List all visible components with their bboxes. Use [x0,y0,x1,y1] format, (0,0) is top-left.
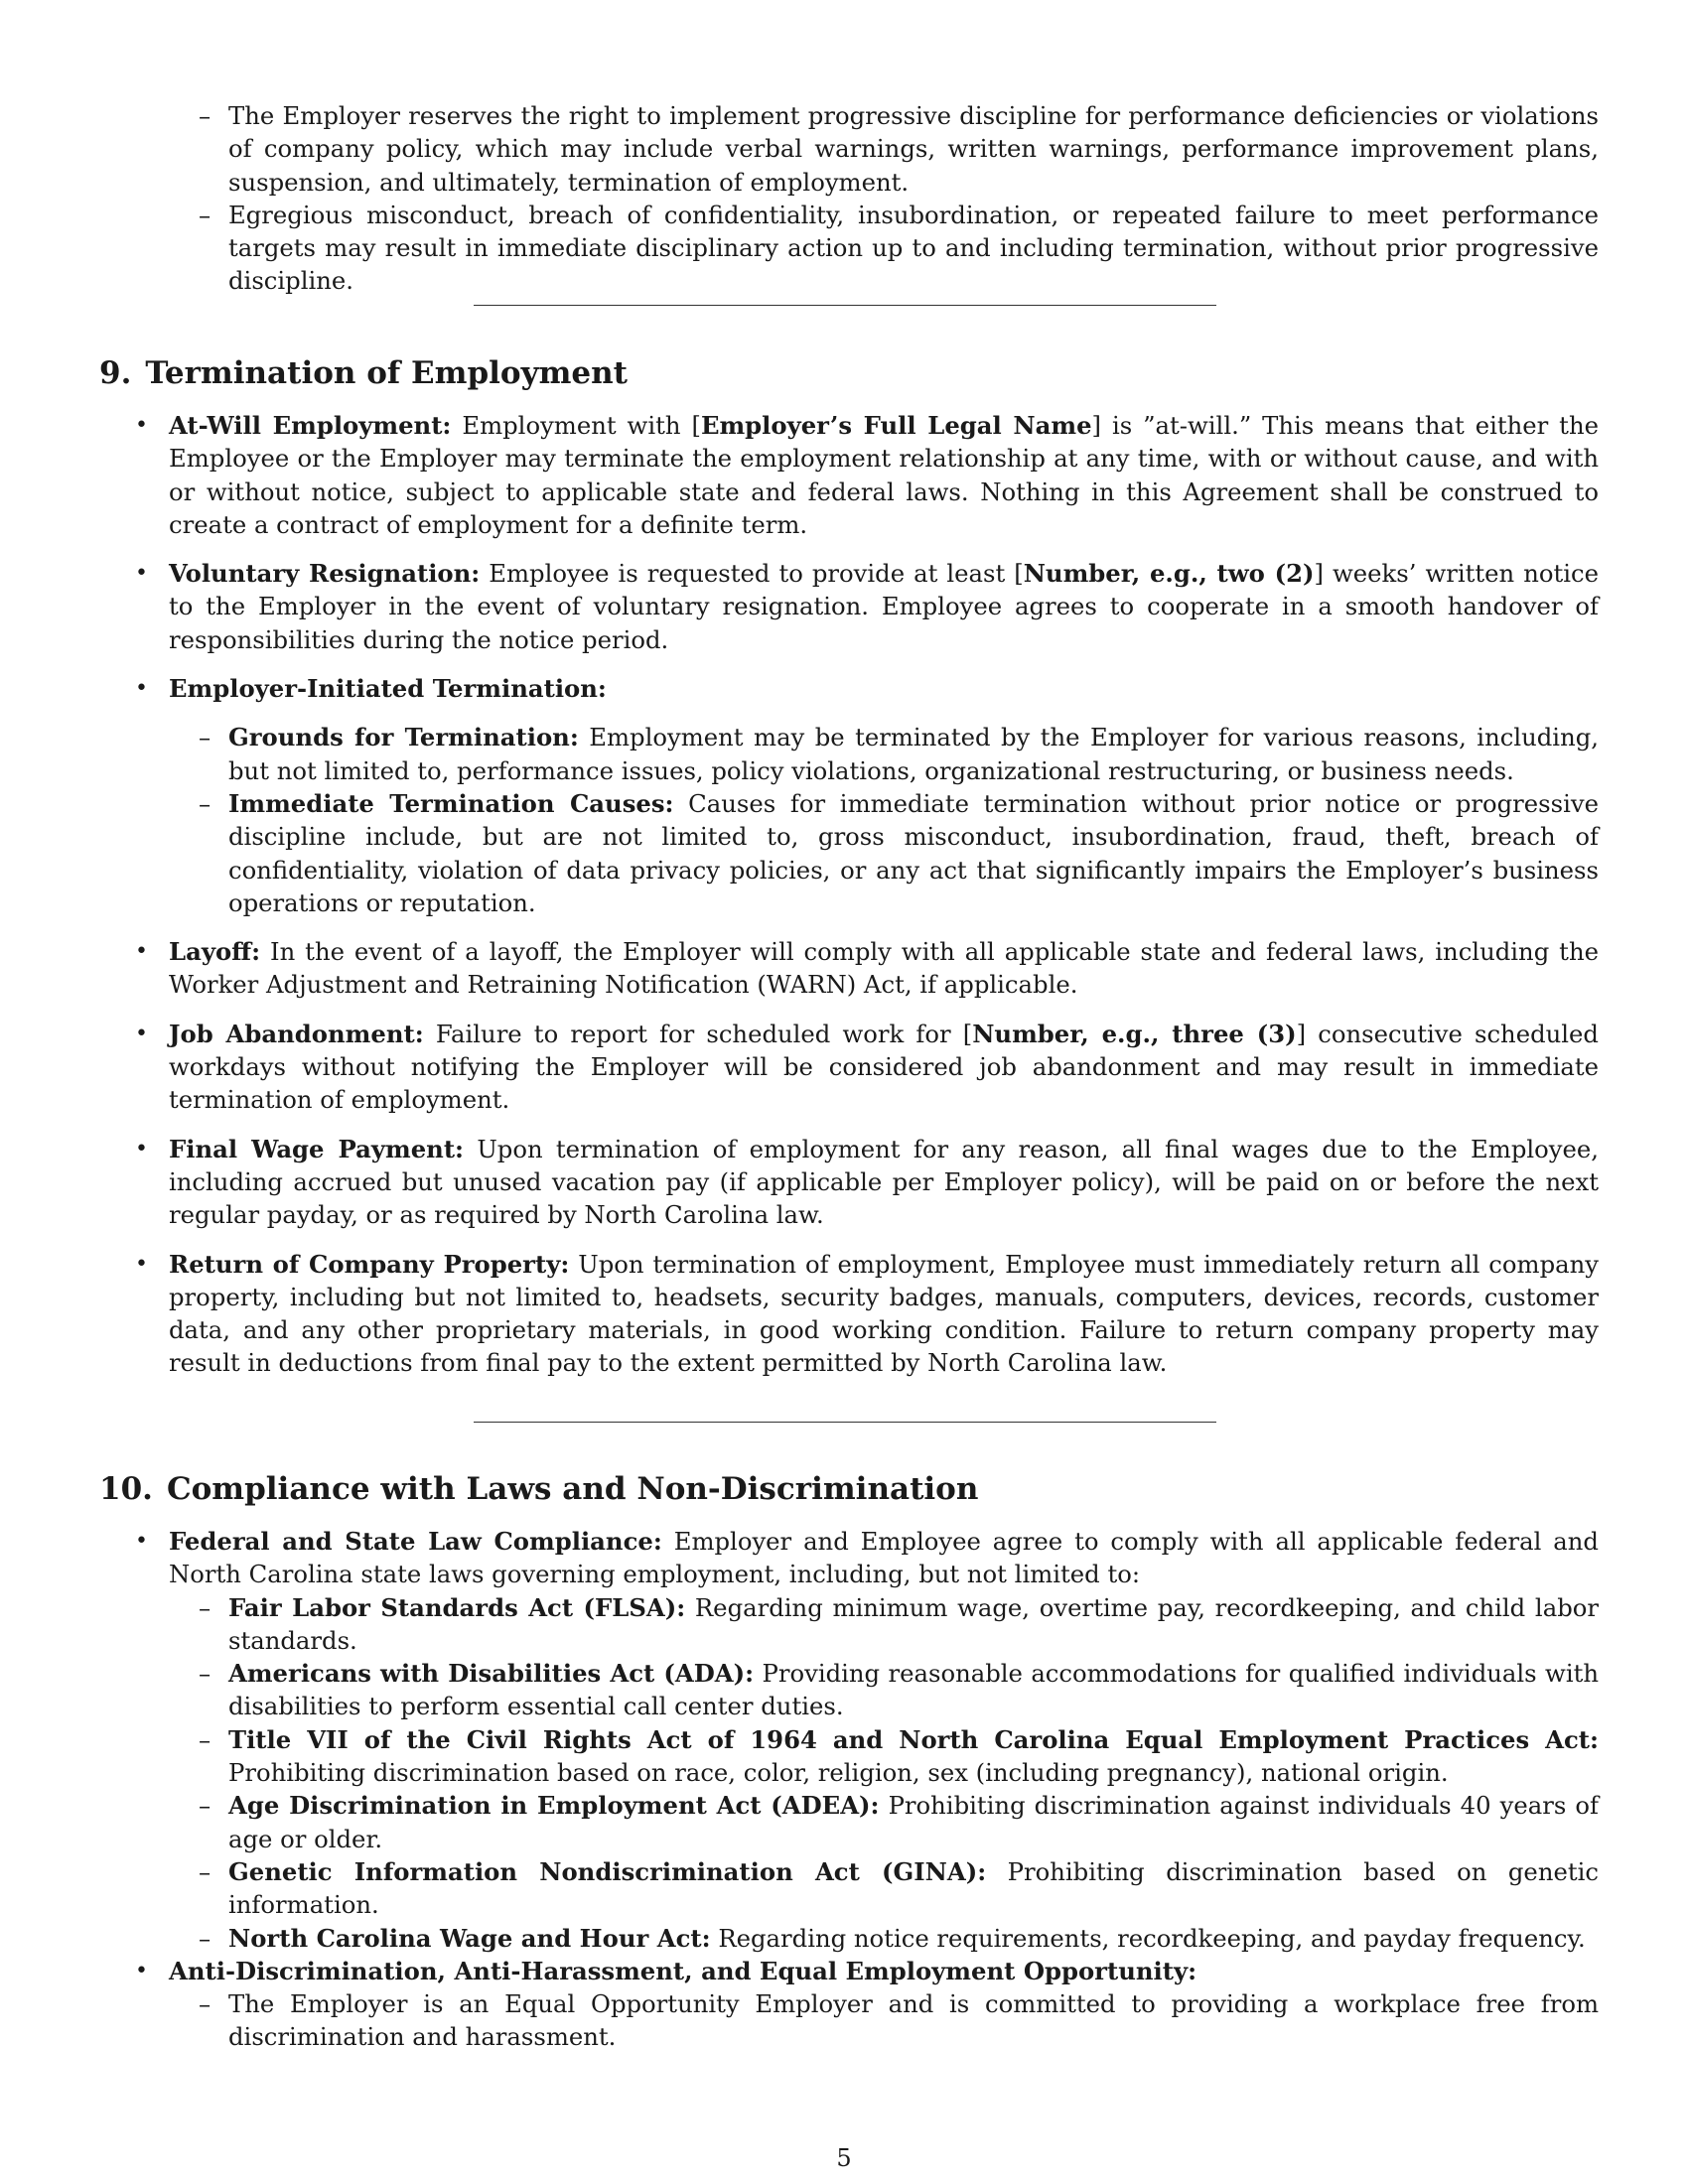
dash-icon: – [199,1791,211,1821]
dash-icon: – [199,101,211,130]
dash-icon: – [199,788,211,818]
sublist-item-law: – Genetic Information Nondiscrimination Act (GINA): Prohibiting discrimination based on genetic information. [199,1856,1599,1920]
sublist-item-law: – Fair Labor Standards Act (FLSA): Regarding minimum wage, overtime pay, recordkeeping, and child labor standards. [199,1592,1599,1655]
dash-icon: – [199,1724,211,1754]
top-sublist [99,99,1599,298]
sublist-item-law: – North Carolina Wage and Hour Act: Regarding notice requirements, recordkeeping, and payday frequency. [99,1922,1599,1955]
dash-icon: – [199,1989,211,2019]
section-9-heading: 9. Termination of Employment [99,355,629,391]
sublist-item-law: – Age Discrimination in Employment Act (ADEA): Prohibiting discrimination against individuals 40 years of age or older. [199,1791,1599,1853]
section-10-list [99,1525,1599,2054]
list-item-job-abandonment: • Job Abandonment: Failure to report for scheduled work for [Number, e.g., three (3)] consecutive scheduled workdays without notifying the Employer will be considered job abandonment and may result in immediate termination of employment. [135,1019,1599,1115]
section-10-heading: 10. Compliance with Laws and Non-Discrimination [99,1471,979,1507]
dash-icon: – [199,1856,211,1886]
dash-icon: – [199,723,211,752]
sublist-item-grounds: – Grounds for Termination: Employment may be terminated by the Employer for various reasons, including, but not limited to, performance issues, policy violations, organizational restructuring, or business needs. [199,723,1599,785]
page-number: 5 [836,2144,852,2172]
section-divider [474,1422,1216,1423]
bullet-icon: • [135,1529,148,1554]
sublist-item-immediate: – Immediate Termination Causes: Causes for immediate termination without prior notice or progressive discipline include, but are not limited to, gross misconduct, insubordination, fraud, theft, breach of confidentiality, violation of data privacy policies, or any act that significantly impairs the Employer’s business operations or reputation. [199,788,1599,917]
dash-icon: – [199,200,211,229]
list-item-employer-initiated: • Employer-Initiated Termination: [99,672,1599,705]
section-9-list [99,409,1599,1380]
sublist-item-law: – Americans with Disabilities Act (ADA): Providing reasonable accommodations for qualified individuals with disabilities to perform essential call center duties. [199,1659,1599,1721]
section-divider [474,305,1216,306]
list-item-anti-discrimination: • Anti-Discrimination, Anti-Harassment, and Equal Employment Opportunity: [99,1955,1599,1987]
sublist-item-eeo: – The Employer is an Equal Opportunity Employer and is committed to providing a workplace free from discrimination and harassment. [199,1989,1599,2052]
list-item-at-will: • At-Will Employment: Employment with [Employer’s Full Legal Name] is ”at-will.” This means that either the Employee or the Employer may terminate the employment relationship at any time, with or without cause, and with or without notice, subject to applicable state and federal laws. Nothing in this Agreement shall be construed to create a contract of employment for a definite term. [135,411,1599,539]
bullet-icon: • [135,939,148,965]
list-item-resignation: • Voluntary Resignation: Employee is requested to provide at least [Number, e.g., two (2)] weeks’ written notice to the Employer in the event of voluntary resignation. Employee agrees to cooperate in a smooth handover of responsibilities during the notice period. [135,559,1600,654]
bullet-icon: • [135,1021,148,1046]
bullet-icon: • [135,1136,148,1161]
list-item-layoff: • Layoff: In the event of a layoff, the Employer will comply with all applicable state and federal laws, including the Worker Adjustment and Retraining Notification (WARN) Act, if applicable. [135,937,1599,1000]
sublist-item: – Egregious misconduct, breach of confidentiality, insubordination, or repeated failure to meet performance targets may result in immediate disciplinary action up to and including termination, without prior progressive discipline. [199,200,1599,296]
sublist-item-law: – Title VII of the Civil Rights Act of 1964 and North Carolina Equal Employment Practices Act: Prohibiting discrimination based on race, color, religion, sex (including pregnancy), national origin. [199,1724,1599,1788]
bullet-icon: • [135,561,148,587]
list-item-federal-state: • Federal and State Law Compliance: Employer and Employee agree to comply with all applicable federal and North Carolina state laws governing employment, including, but not limited to: [135,1527,1599,1589]
sublist-item: – The Employer reserves the right to implement progressive discipline for performance deficiencies or violations of company policy, which may include verbal warnings, written warnings, performance improvement plans, suspension, and ultimately, termination of employment. [199,101,1599,197]
list-item-company-property: • Return of Company Property: Upon termination of employment, Employee must immediately return all company property, including but not limited to, headsets, security badges, manuals, computers, devices, records, customer data, and any other proprietary materials, in good working condition. Failure to return company property may result in deductions from final pay to the extent permitted by North Carolina law. [135,1249,1599,1378]
bullet-icon: • [135,1251,148,1277]
dash-icon: – [199,1923,211,1953]
list-item-final-wage: • Final Wage Payment: Upon termination of employment for any reason, all final wages due to the Employee, including accrued but unused vacation pay (if applicable per Employer policy), will be paid on or before the next regular payday, or as required by North Carolina law. [135,1134,1599,1230]
dash-icon: – [199,1592,211,1622]
bullet-icon: • [135,413,148,438]
bullet-icon: • [135,676,148,702]
dash-icon: – [199,1659,211,1689]
bullet-icon: • [135,1958,148,1983]
